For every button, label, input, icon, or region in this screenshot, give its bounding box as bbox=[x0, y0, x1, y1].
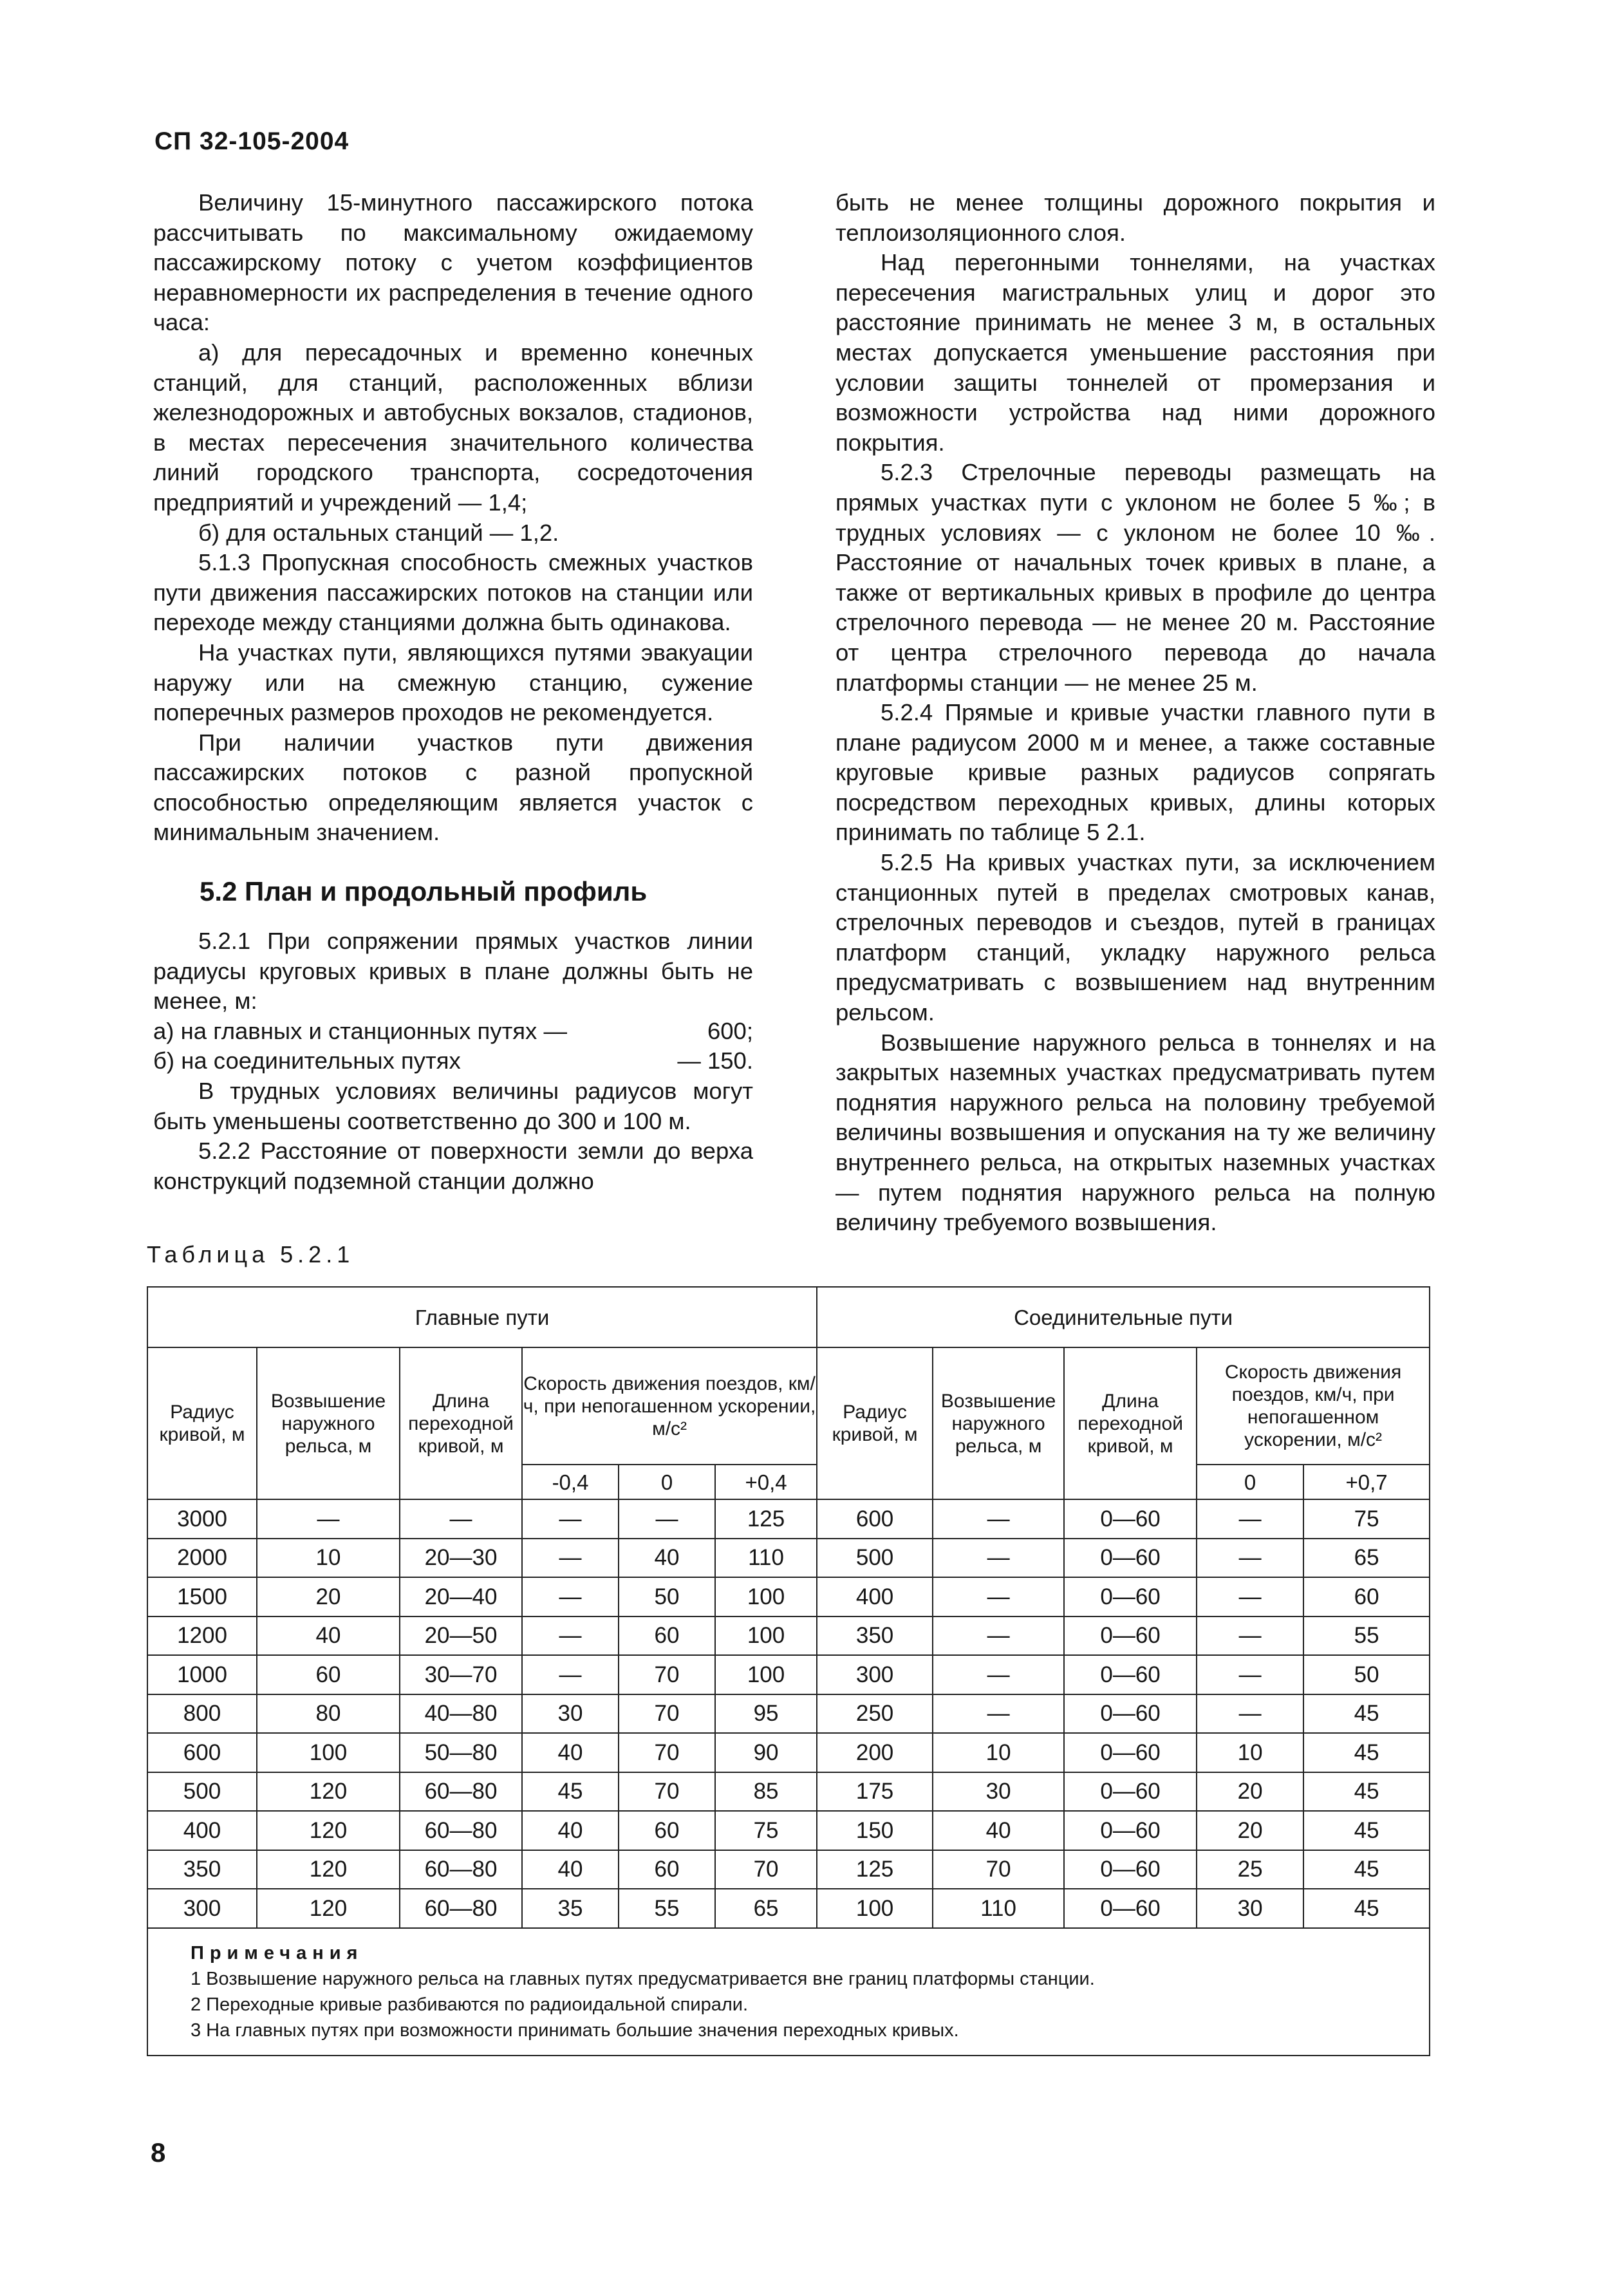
table-cell: 0—60 bbox=[1064, 1655, 1197, 1694]
table-cell: 110 bbox=[715, 1539, 817, 1578]
table-cell: 1200 bbox=[147, 1616, 257, 1656]
table-cell: 40 bbox=[619, 1539, 715, 1578]
table-cell: 65 bbox=[1303, 1539, 1430, 1578]
table-cell: — bbox=[619, 1499, 715, 1539]
table-cell: 85 bbox=[715, 1772, 817, 1812]
table-row bbox=[147, 1850, 1430, 1889]
table-cell: 65 bbox=[715, 1889, 817, 1928]
table-cell: 0—60 bbox=[1064, 1733, 1197, 1772]
paragraph: 5.2.1 При сопряжении прямых участков линии радиусы круговых кривых в плане должны быть не менее, м: bbox=[153, 928, 753, 1015]
table-cell: — bbox=[400, 1499, 522, 1539]
table-cell: — bbox=[933, 1499, 1064, 1539]
table-cell: — bbox=[1197, 1577, 1303, 1616]
table-cell: 0—60 bbox=[1064, 1539, 1197, 1578]
table-cell: 60 bbox=[1303, 1577, 1430, 1616]
right-text-column bbox=[835, 188, 1435, 1238]
table-cell: 45 bbox=[522, 1772, 619, 1812]
table-cell: 30—70 bbox=[400, 1655, 522, 1694]
note-item: 2 Переходные кривые разбиваются по радиоидальной спирали. bbox=[191, 1994, 749, 2015]
table-cell: 350 bbox=[817, 1616, 933, 1656]
column-header-radius: Радиус кривой, м bbox=[817, 1347, 933, 1499]
table-cell: — bbox=[522, 1499, 619, 1539]
table-cell: 120 bbox=[257, 1811, 400, 1850]
subheader-accel: 0 bbox=[1197, 1465, 1303, 1499]
table-cell: 55 bbox=[619, 1889, 715, 1928]
table-cell: — bbox=[522, 1616, 619, 1656]
table-cell: 70 bbox=[715, 1850, 817, 1889]
table-cell: 175 bbox=[817, 1772, 933, 1812]
table-cell: 20—30 bbox=[400, 1539, 522, 1578]
table-cell: 60 bbox=[257, 1655, 400, 1694]
table-cell: 50 bbox=[619, 1577, 715, 1616]
list-item-text: а) на главных и станционных путях — bbox=[153, 1017, 567, 1044]
table-row bbox=[147, 1811, 1430, 1850]
table-cell: 70 bbox=[619, 1655, 715, 1694]
table-cell: 30 bbox=[1197, 1889, 1303, 1928]
table-cell: 20—40 bbox=[400, 1577, 522, 1616]
table-cell: 40 bbox=[257, 1616, 400, 1656]
table-cell: — bbox=[1197, 1655, 1303, 1694]
table-cell: 3000 bbox=[147, 1499, 257, 1539]
table-cell: — bbox=[933, 1539, 1064, 1578]
table-cell: 120 bbox=[257, 1850, 400, 1889]
table-cell: 0—60 bbox=[1064, 1811, 1197, 1850]
table-cell: 60 bbox=[619, 1850, 715, 1889]
table-cell: 800 bbox=[147, 1694, 257, 1734]
table-cell: — bbox=[933, 1694, 1064, 1734]
radius-table bbox=[147, 1286, 1430, 2056]
paragraph: В трудных условиях величины радиусов могут быть уменьшены соответственно до 300 и 100 м. bbox=[153, 1078, 753, 1134]
table-cell: — bbox=[522, 1539, 619, 1578]
paragraph: 5.1.3 Пропускная способность смежных участков пути движения пассажирских потоков на станции или переходе между станциями должна быть одинакова. bbox=[153, 549, 753, 636]
document-code: СП 32-105-2004 bbox=[154, 127, 350, 155]
table-cell: 70 bbox=[619, 1772, 715, 1812]
table-cell: 200 bbox=[817, 1733, 933, 1772]
table-cell: 400 bbox=[147, 1811, 257, 1850]
paragraph: 5.2.4 Прямые и кривые участки главного пути в плане радиусом 2000 м и менее, а также составные круговые кривые разных радиусов сопрягать посредством переходных кривых, длины которых принимать по таблице 5 2.1. bbox=[835, 699, 1435, 846]
column-header-elevation: Возвышение наружного рельса, м bbox=[933, 1347, 1064, 1499]
table-cell: 20 bbox=[1197, 1811, 1303, 1850]
table-cell: — bbox=[933, 1616, 1064, 1656]
table-cell: 300 bbox=[817, 1655, 933, 1694]
table-cell: 60—80 bbox=[400, 1811, 522, 1850]
table-cell: 60 bbox=[619, 1616, 715, 1656]
table-cell: 400 bbox=[817, 1577, 933, 1616]
paragraph: 5.2.2 Расстояние от поверхности земли до верха конструкций подземной станции должно bbox=[153, 1138, 753, 1194]
table-row bbox=[147, 1655, 1430, 1694]
table-cell: 70 bbox=[619, 1733, 715, 1772]
table-cell: 100 bbox=[257, 1733, 400, 1772]
list-item-value: 600; bbox=[707, 1017, 753, 1044]
table-cell: 100 bbox=[715, 1577, 817, 1616]
table-cell: 20—50 bbox=[400, 1616, 522, 1656]
table-cell: 45 bbox=[1303, 1694, 1430, 1734]
table-cell: 125 bbox=[715, 1499, 817, 1539]
table-cell: 40 bbox=[522, 1811, 619, 1850]
table-cell: — bbox=[1197, 1616, 1303, 1656]
table-cell: 45 bbox=[1303, 1850, 1430, 1889]
paragraph: быть не менее толщины дорожного покрытия и теплоизоляционного слоя. bbox=[835, 189, 1435, 246]
column-header-speed: Скорость движения поездов, км/ч, при непогашенном ускорении, м/с² bbox=[1197, 1347, 1430, 1465]
notes-title: Примечания bbox=[191, 1942, 364, 1963]
note-item: 3 На главных путях при возможности принимать большие значения переходных кривых. bbox=[191, 2019, 959, 2041]
paragraph: 5.2.5 На кривых участках пути, за исключением станционных путей в пределах смотровых канав, стрелочных переводов и съездов, путей в границах платформ станций, укладку наружного рельса предусматривать с возвышением над внутренним рельсом. bbox=[835, 849, 1435, 1026]
table-cell: 50—80 bbox=[400, 1733, 522, 1772]
paragraph: 5.2.3 Стрелочные переводы размещать на прямых участках пути с уклоном не более 5 ‰; в трудных условиях — с уклоном не более 10 ‰. Расстояние от начальных точек кривых в плане, а также от вертикальных кривых в профиле до центра стрелочного перевода — не менее 20 м. Расстояние от центра стрелочного перевода до начала платформы станции — не менее 25 м. bbox=[835, 459, 1435, 696]
table-cell: 500 bbox=[817, 1539, 933, 1578]
table-cell: — bbox=[933, 1577, 1064, 1616]
table-cell: 100 bbox=[715, 1616, 817, 1656]
paragraph: На участках пути, являющихся путями эвакуации наружу или на смежную станцию, сужение поперечных размеров проходов не рекомендуется. bbox=[153, 639, 753, 726]
table-cell: 100 bbox=[817, 1889, 933, 1928]
subheader-accel: 0 bbox=[619, 1465, 715, 1499]
table-cell: 55 bbox=[1303, 1616, 1430, 1656]
table-notes bbox=[147, 1928, 1430, 2056]
section-heading: 5.2 План и продольный профиль bbox=[200, 876, 648, 907]
page-number: 8 bbox=[151, 2137, 166, 2168]
table-cell: 110 bbox=[933, 1889, 1064, 1928]
table-cell: 1500 bbox=[147, 1577, 257, 1616]
table-cell: 600 bbox=[147, 1733, 257, 1772]
table-cell: 40 bbox=[933, 1811, 1064, 1850]
column-header-radius: Радиус кривой, м bbox=[147, 1347, 257, 1499]
table-cell: 600 bbox=[817, 1499, 933, 1539]
table-cell: 0—60 bbox=[1064, 1772, 1197, 1812]
table-cell: 60 bbox=[619, 1811, 715, 1850]
table-row bbox=[147, 1577, 1430, 1616]
list-item bbox=[153, 1046, 753, 1076]
table-cell: 350 bbox=[147, 1850, 257, 1889]
group-header-connecting: Соединительные пути bbox=[817, 1287, 1430, 1347]
table-cell: — bbox=[1197, 1499, 1303, 1539]
table-row bbox=[147, 1616, 1430, 1656]
table-cell: 25 bbox=[1197, 1850, 1303, 1889]
table-cell: 60—80 bbox=[400, 1850, 522, 1889]
subheader-accel: -0,4 bbox=[522, 1465, 619, 1499]
paragraph: Величину 15-минутного пассажирского потока рассчитывать по максимальному ожидаемому пассажирскому потоку с учетом коэффициентов неравномерности их распределения в течение одного часа: bbox=[153, 189, 753, 336]
left-text-column bbox=[153, 188, 753, 1196]
table-cell: 0—60 bbox=[1064, 1889, 1197, 1928]
list-item-value: — 150. bbox=[677, 1047, 753, 1074]
paragraph: Над перегонными тоннелями, на участках пересечения магистральных улиц и дорог это расстояние принимать не менее 3 м, в остальных местах допускается уменьшение расстояния при условии защиты тоннелей от промерзания и возможности устройства над ними дорожного покрытия. bbox=[835, 249, 1435, 456]
table-cell: 250 bbox=[817, 1694, 933, 1734]
table-cell: 35 bbox=[522, 1889, 619, 1928]
table-cell: 0—60 bbox=[1064, 1616, 1197, 1656]
table-row bbox=[147, 1499, 1430, 1539]
table-cell: 45 bbox=[1303, 1733, 1430, 1772]
paragraph: а) для пересадочных и временно конечных станций, для станций, расположенных вблизи железнодорожных и автобусных вокзалов, стадионов, в местах пересечения значительного количества линий городского транспорта, сосредоточения предприятий и учреждений — 1,4; bbox=[153, 339, 753, 516]
table-cell: 1000 bbox=[147, 1655, 257, 1694]
table-cell: 0—60 bbox=[1064, 1850, 1197, 1889]
subheader-accel: +0,4 bbox=[715, 1465, 817, 1499]
table-cell: — bbox=[1197, 1539, 1303, 1578]
column-header-length: Длина переходной кривой, м bbox=[400, 1347, 522, 1499]
table-cell: 20 bbox=[1197, 1772, 1303, 1812]
table-row bbox=[147, 1694, 1430, 1734]
table-cell: 75 bbox=[1303, 1499, 1430, 1539]
table-cell: — bbox=[522, 1655, 619, 1694]
table-cell: 90 bbox=[715, 1733, 817, 1772]
list-item-text: б) на соединительных путях bbox=[153, 1047, 461, 1074]
table-cell: 2000 bbox=[147, 1539, 257, 1578]
table-cell: 45 bbox=[1303, 1811, 1430, 1850]
column-header-speed: Скорость движения поездов, км/ч, при непогашенном ускорении, м/с² bbox=[522, 1347, 817, 1465]
table-cell: 300 bbox=[147, 1889, 257, 1928]
table-cell: 0—60 bbox=[1064, 1499, 1197, 1539]
table-cell: 30 bbox=[522, 1694, 619, 1734]
table-cell: 40 bbox=[522, 1733, 619, 1772]
column-header-length: Длина переходной кривой, м bbox=[1064, 1347, 1197, 1499]
table-cell: 95 bbox=[715, 1694, 817, 1734]
table-cell: — bbox=[522, 1577, 619, 1616]
list-item bbox=[153, 1017, 753, 1047]
table-cell: 40 bbox=[522, 1850, 619, 1889]
paragraph: При наличии участков пути движения пассажирских потоков с разной пропускной способностью определяющим является участок с минимальным значением. bbox=[153, 729, 753, 846]
table-caption: Таблица 5.2.1 bbox=[147, 1241, 355, 1268]
note-item: 1 Возвышение наружного рельса на главных путях предусматривается вне границ платформы станции. bbox=[191, 1968, 1095, 1989]
group-header-main: Главные пути bbox=[147, 1287, 817, 1347]
table-cell: 70 bbox=[619, 1694, 715, 1734]
table-cell: 120 bbox=[257, 1889, 400, 1928]
table-cell: 120 bbox=[257, 1772, 400, 1812]
table-cell: 500 bbox=[147, 1772, 257, 1812]
table-cell: 10 bbox=[1197, 1733, 1303, 1772]
table-cell: 10 bbox=[257, 1539, 400, 1578]
table-cell: — bbox=[933, 1655, 1064, 1694]
table-row bbox=[147, 1539, 1430, 1578]
table-cell: 150 bbox=[817, 1811, 933, 1850]
table-cell: 125 bbox=[817, 1850, 933, 1889]
table-cell: 10 bbox=[933, 1733, 1064, 1772]
table-cell: 75 bbox=[715, 1811, 817, 1850]
table-cell: 70 bbox=[933, 1850, 1064, 1889]
table-cell: — bbox=[257, 1499, 400, 1539]
table-row bbox=[147, 1733, 1430, 1772]
table-cell: 40—80 bbox=[400, 1694, 522, 1734]
table-row bbox=[147, 1889, 1430, 1928]
table-cell: 50 bbox=[1303, 1655, 1430, 1694]
table-cell: 45 bbox=[1303, 1772, 1430, 1812]
table-cell: 30 bbox=[933, 1772, 1064, 1812]
table-cell: 20 bbox=[257, 1577, 400, 1616]
table-cell: 0—60 bbox=[1064, 1577, 1197, 1616]
table-cell: 80 bbox=[257, 1694, 400, 1734]
table-cell: 100 bbox=[715, 1655, 817, 1694]
table-cell: — bbox=[1197, 1694, 1303, 1734]
paragraph: Возвышение наружного рельса в тоннелях и на закрытых наземных участках предусматривать путем поднятия наружного рельса на половину требуемой величины возвышения и опускания на ту же величину внутреннего рельса, на открытых наземных участках — путем поднятия наружного рельса на полную величину требуемого возвышения. bbox=[835, 1029, 1435, 1236]
table-cell: 0—60 bbox=[1064, 1694, 1197, 1734]
table-cell: 60—80 bbox=[400, 1772, 522, 1812]
subheader-accel: +0,7 bbox=[1303, 1465, 1430, 1499]
paragraph: б) для остальных станций — 1,2. bbox=[198, 519, 559, 546]
table-row bbox=[147, 1772, 1430, 1812]
table-cell: 45 bbox=[1303, 1889, 1430, 1928]
table-cell: 60—80 bbox=[400, 1889, 522, 1928]
column-header-elevation: Возвышение наружного рельса, м bbox=[257, 1347, 400, 1499]
